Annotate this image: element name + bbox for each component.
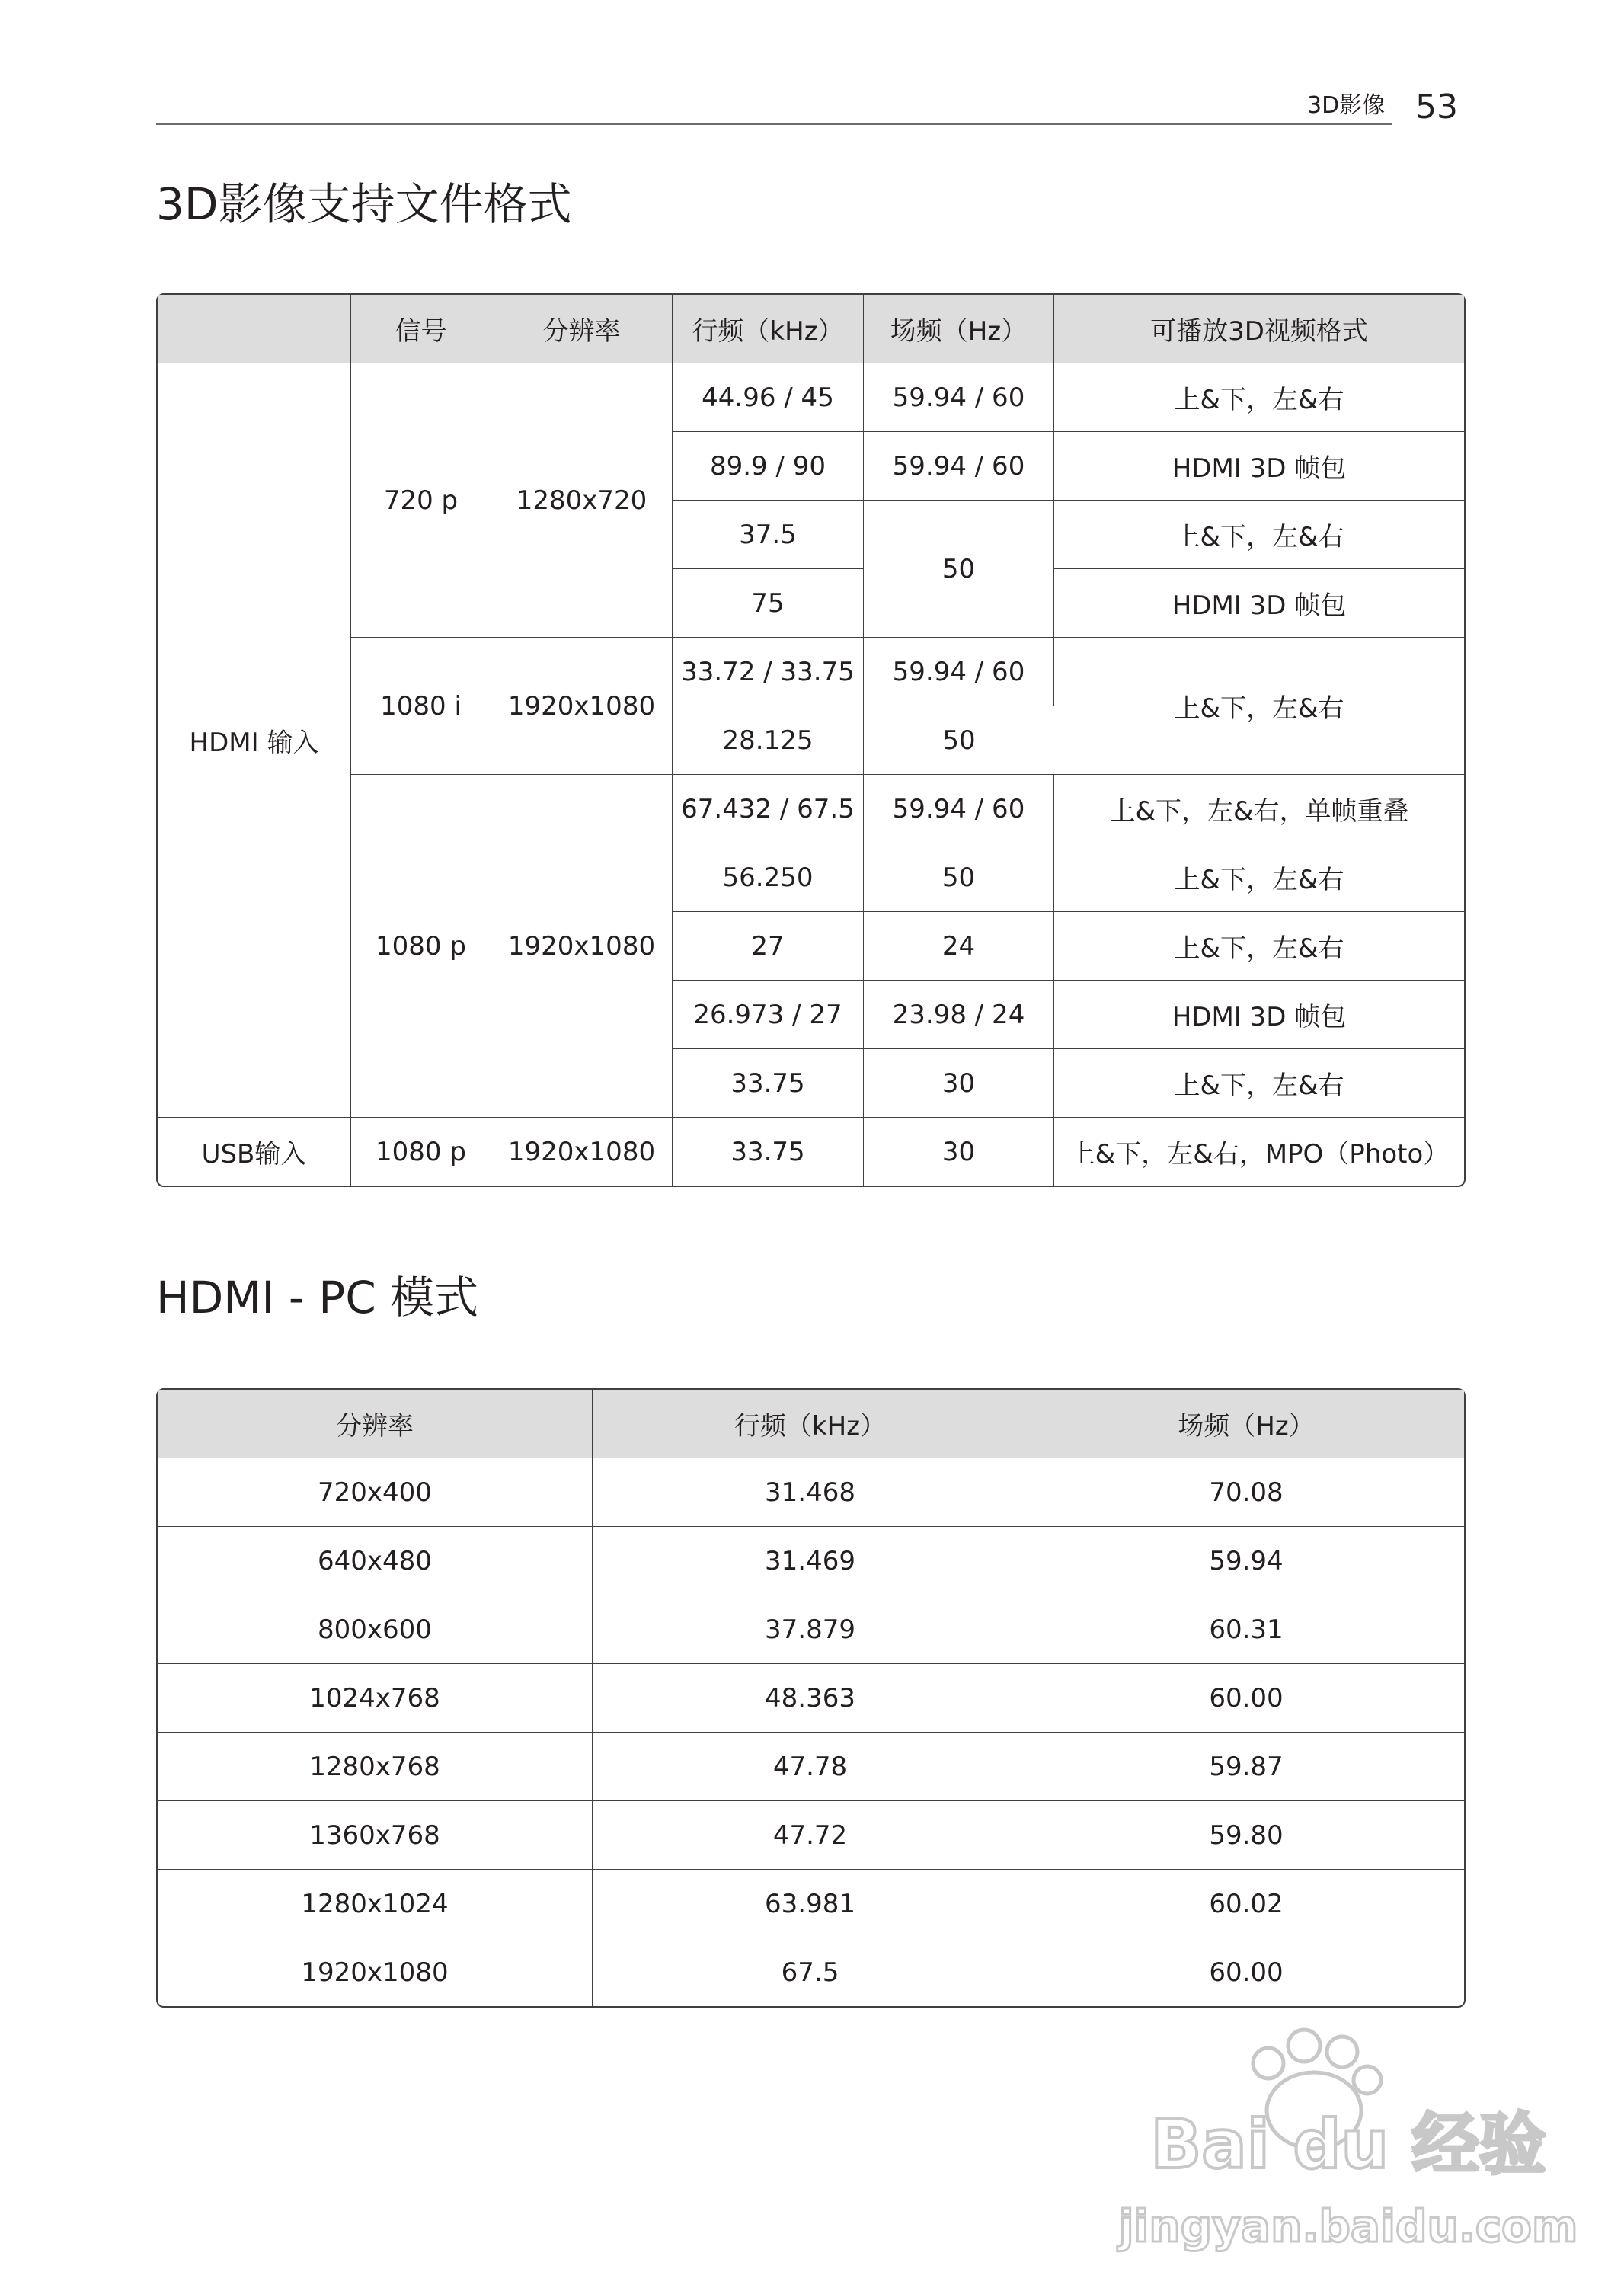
format-cell: HDMI 3D 帧包 <box>1054 569 1464 638</box>
table-row <box>158 775 1464 843</box>
h-freq-cell: 37.5 <box>673 501 864 569</box>
table-header-row <box>158 295 1464 363</box>
table-3d-formats <box>156 293 1466 1187</box>
v-freq-cell: 30 <box>864 1118 1054 1186</box>
header-cell: 信号 <box>351 295 491 363</box>
header-cell: 行频（kHz） <box>673 295 864 363</box>
table-header-row <box>158 1390 1464 1458</box>
resolution-cell: 1360x768 <box>158 1801 593 1870</box>
format-cell: 上&下，左&右 <box>1054 363 1464 432</box>
table-row <box>158 1527 1464 1595</box>
v-freq-cell: 59.80 <box>1028 1801 1464 1870</box>
h-freq-cell: 27 <box>673 912 864 981</box>
header-cell: 分辨率 <box>491 295 673 363</box>
v-freq-cell: 60.00 <box>1028 1664 1464 1733</box>
signal-cell: 720 p <box>351 363 491 638</box>
h-freq-cell: 56.250 <box>673 843 864 912</box>
h-freq-cell: 63.981 <box>593 1870 1028 1938</box>
format-cell: 上&下，左&右 <box>1054 843 1464 912</box>
resolution-cell: 1920x1080 <box>491 638 673 775</box>
table-row <box>158 638 1464 706</box>
v-freq-cell: 50 <box>864 706 1054 775</box>
h-freq-cell: 75 <box>673 569 864 638</box>
h-freq-cell: 47.72 <box>593 1801 1028 1870</box>
header-rule <box>156 123 1392 125</box>
v-freq-cell: 60.31 <box>1028 1595 1464 1664</box>
table-row <box>158 1458 1464 1527</box>
header-cell: 场频（Hz） <box>1028 1390 1464 1458</box>
resolution-cell: 1920x1080 <box>491 775 673 1118</box>
table-row <box>158 1801 1464 1870</box>
resolution-cell: 1920x1080 <box>491 1118 673 1186</box>
table-hdmi-pc <box>156 1388 1466 2008</box>
h-freq-cell: 67.5 <box>593 1938 1028 2006</box>
format-cell: HDMI 3D 帧包 <box>1054 432 1464 501</box>
section-title-3d-formats: 3D影像支持文件格式 <box>156 178 572 230</box>
table-row <box>158 1733 1464 1801</box>
v-freq-cell: 59.94 / 60 <box>864 432 1054 501</box>
table-row <box>158 1870 1464 1938</box>
baidu-jingyan-watermark <box>1118 2019 1578 2270</box>
h-freq-cell: 26.973 / 27 <box>673 981 864 1049</box>
v-freq-cell: 50 <box>864 843 1054 912</box>
v-freq-cell: 59.94 / 60 <box>864 775 1054 843</box>
v-freq-cell: 59.94 <box>1028 1527 1464 1595</box>
h-freq-cell: 31.469 <box>593 1527 1028 1595</box>
input-cell: HDMI 输入 <box>158 363 351 1118</box>
signal-cell: 1080 i <box>351 638 491 775</box>
h-freq-cell: 44.96 / 45 <box>673 363 864 432</box>
v-freq-cell: 70.08 <box>1028 1458 1464 1527</box>
section-title-hdmi-pc: HDMI - PC 模式 <box>156 1272 479 1323</box>
table-row <box>158 1118 1464 1186</box>
header-section-title: 3D影像 <box>1307 92 1386 119</box>
signal-cell: 1080 p <box>351 775 491 1118</box>
resolution-cell: 1920x1080 <box>158 1938 593 2006</box>
signal-cell: 1080 p <box>351 1118 491 1186</box>
v-freq-cell: 50 <box>864 501 1054 638</box>
v-freq-cell: 59.94 / 60 <box>864 363 1054 432</box>
page-number: 53 <box>1415 88 1458 126</box>
v-freq-cell: 30 <box>864 1049 1054 1118</box>
header-cell: 行频（kHz） <box>593 1390 1028 1458</box>
resolution-cell: 1280x1024 <box>158 1870 593 1938</box>
v-freq-cell: 59.94 / 60 <box>864 638 1054 706</box>
resolution-cell: 640x480 <box>158 1527 593 1595</box>
v-freq-cell: 60.00 <box>1209 1957 1284 1988</box>
resolution-cell: 720x400 <box>158 1458 593 1527</box>
table-row <box>158 1664 1464 1733</box>
h-freq-cell: 89.9 / 90 <box>673 432 864 501</box>
v-freq-cell: 23.98 / 24 <box>864 981 1054 1049</box>
table-row <box>158 1595 1464 1664</box>
table-row <box>158 363 1464 432</box>
table-row <box>158 1938 1464 2006</box>
resolution-cell: 1280x720 <box>491 363 673 638</box>
h-freq-cell: 47.78 <box>593 1733 1028 1801</box>
h-freq-cell: 48.363 <box>593 1664 1028 1733</box>
header-cell <box>158 295 351 363</box>
resolution-cell: 800x600 <box>158 1595 593 1664</box>
format-cell: 上&下，左&右 <box>1054 638 1464 775</box>
h-freq-cell: 33.75 <box>673 1049 864 1118</box>
header-cell: 场频（Hz） <box>864 295 1054 363</box>
v-freq-cell: 60.02 <box>1028 1870 1464 1938</box>
input-cell: USB输入 <box>158 1118 351 1186</box>
format-cell: 上&下，左&右，单帧重叠 <box>1054 775 1464 843</box>
watermark-brand: Bai du 经验 <box>1150 2105 1546 2184</box>
header-cell: 分辨率 <box>158 1390 593 1458</box>
h-freq-cell: 33.75 <box>673 1118 864 1186</box>
format-cell: 上&下，左&右 <box>1054 501 1464 569</box>
h-freq-cell: 28.125 <box>673 706 864 775</box>
watermark-url: jingyan.baidu.com <box>1118 2200 1578 2252</box>
h-freq-cell: 33.72 / 33.75 <box>673 638 864 706</box>
resolution-cell: 1024x768 <box>158 1664 593 1733</box>
format-cell: 上&下，左&右，MPO（Photo） <box>1069 1139 1450 1170</box>
h-freq-cell: 37.879 <box>593 1595 1028 1664</box>
v-freq-cell: 59.87 <box>1028 1733 1464 1801</box>
format-cell: 上&下，左&右 <box>1054 912 1464 981</box>
header-cell: 可播放3D视频格式 <box>1054 295 1464 363</box>
v-freq-cell: 24 <box>864 912 1054 981</box>
resolution-cell: 1280x768 <box>158 1733 593 1801</box>
format-cell: HDMI 3D 帧包 <box>1054 981 1464 1049</box>
format-cell: 上&下，左&右 <box>1054 1049 1464 1118</box>
h-freq-cell: 67.432 / 67.5 <box>673 775 864 843</box>
h-freq-cell: 31.468 <box>593 1458 1028 1527</box>
